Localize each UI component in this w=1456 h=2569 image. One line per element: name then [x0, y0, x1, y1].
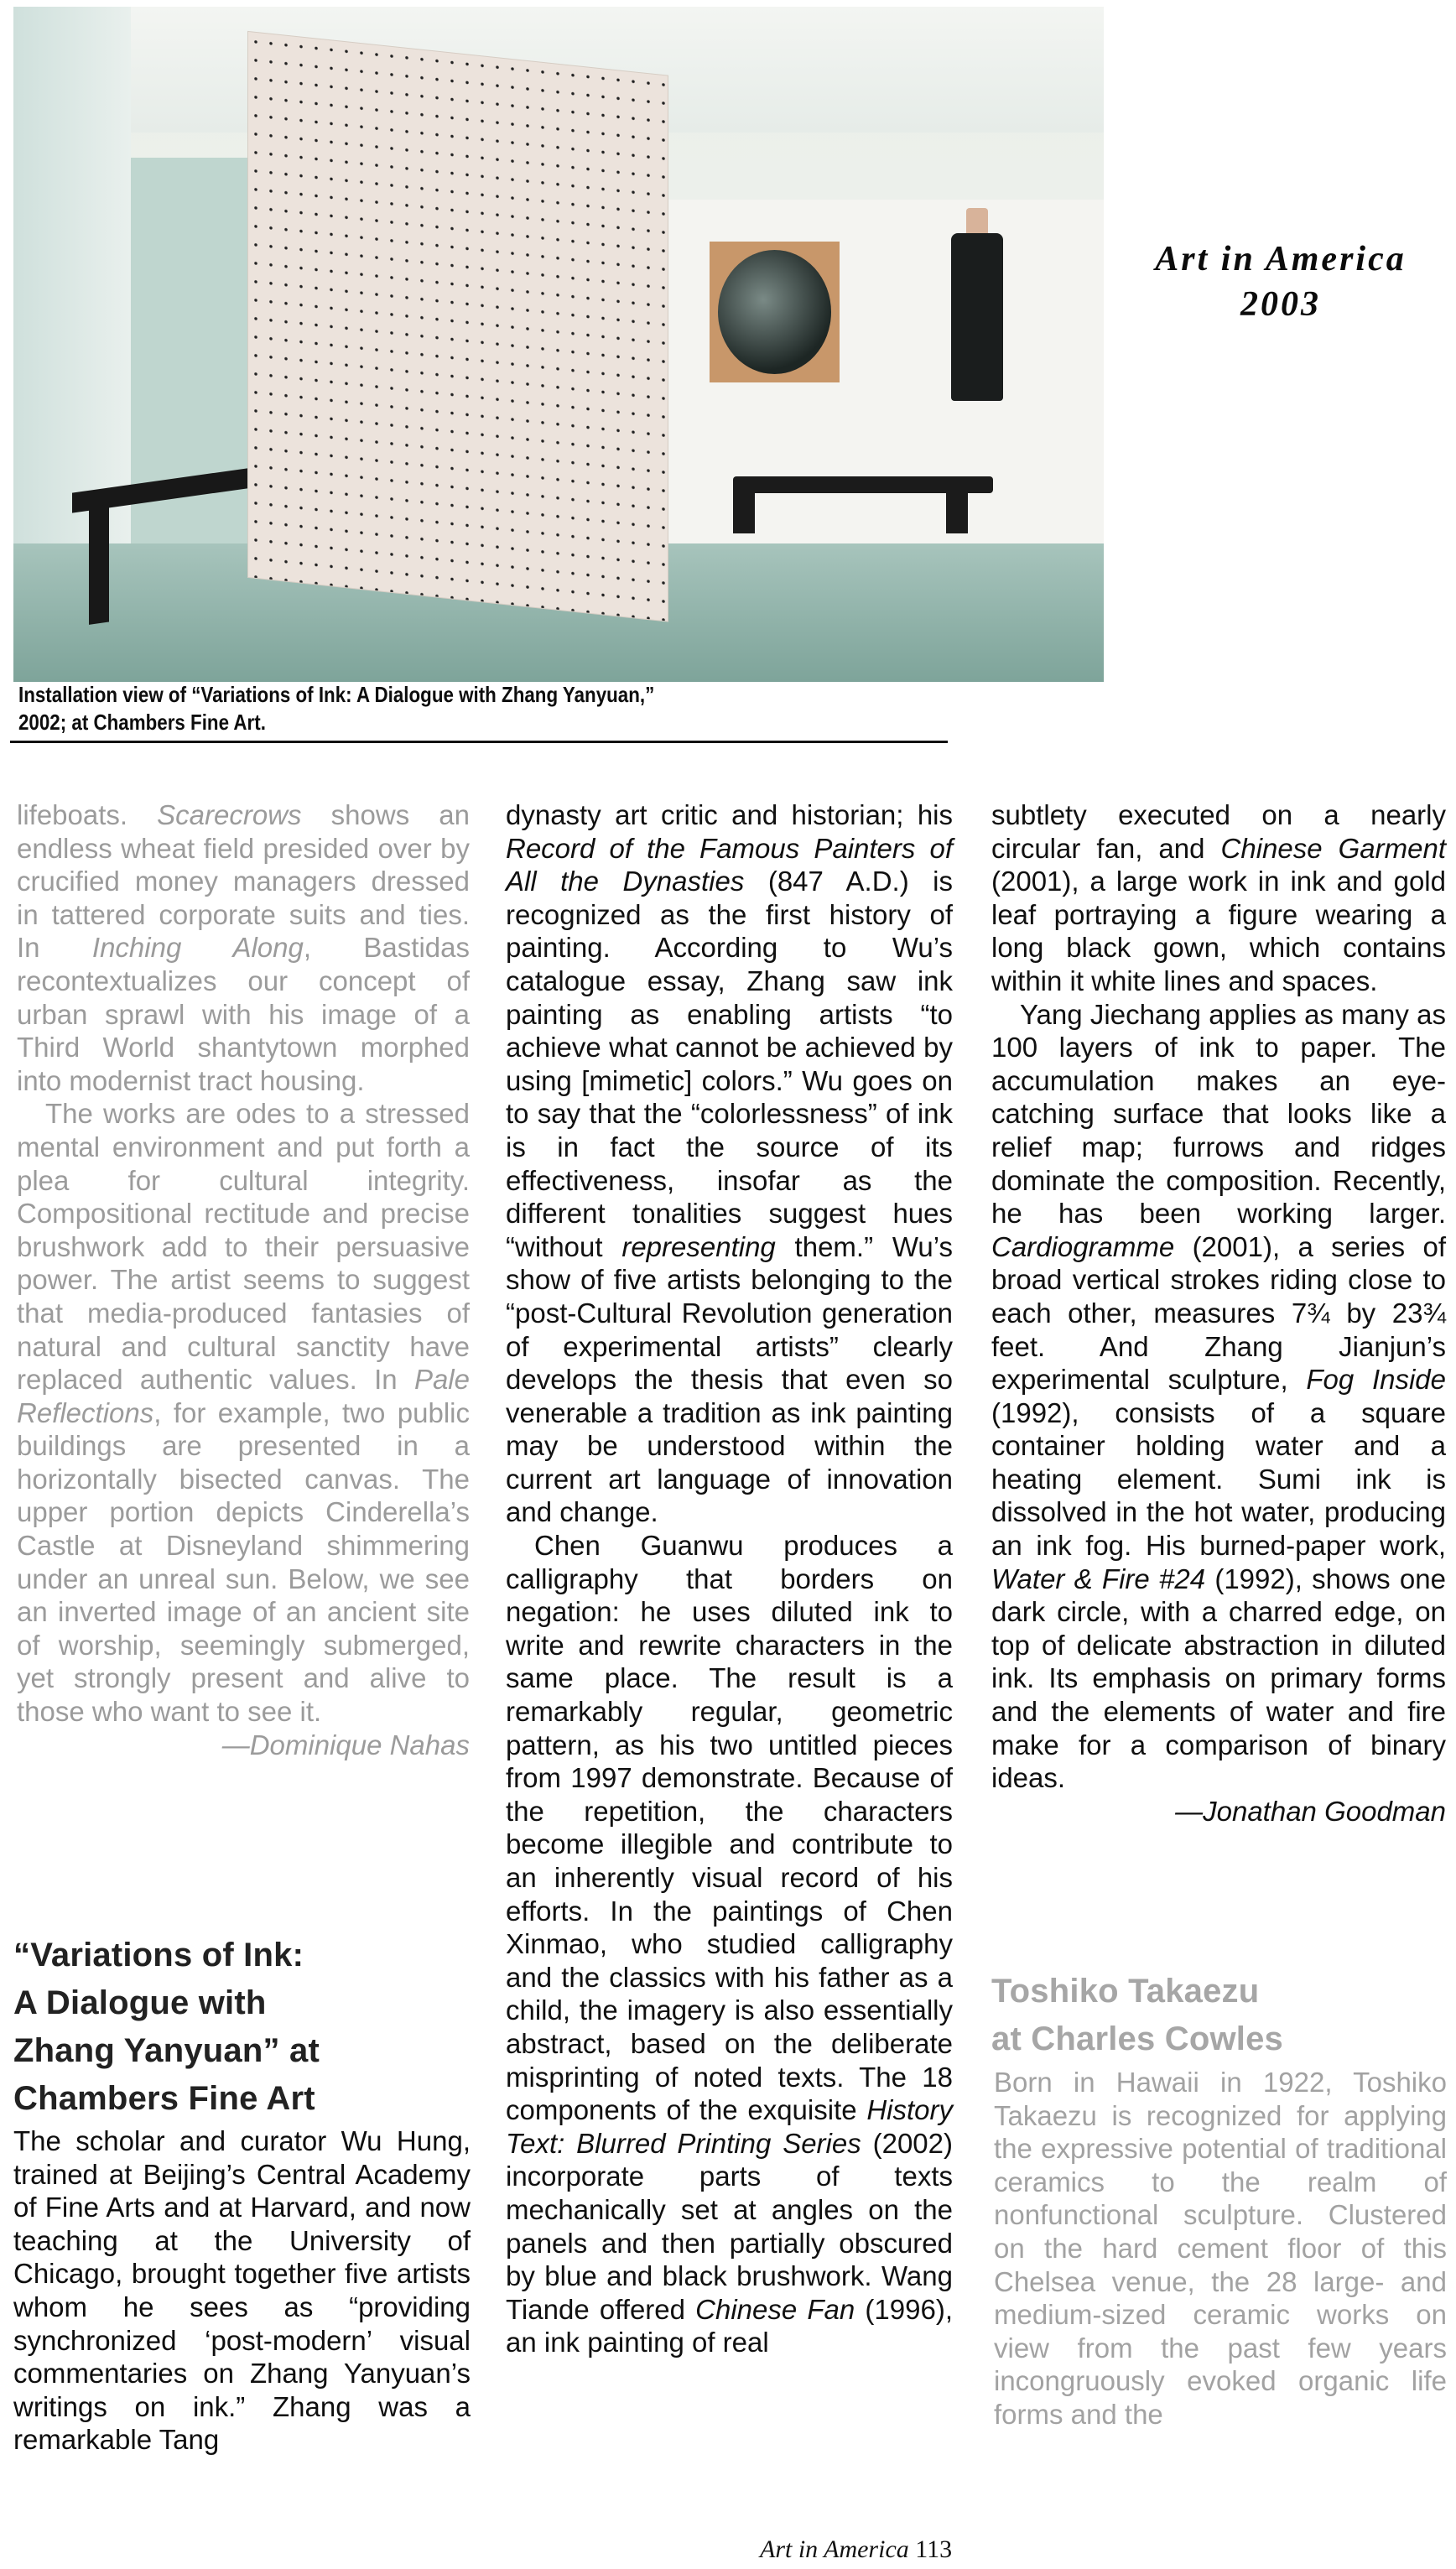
text-run: (1992), consists of a square container holding water and a heating element. Sumi ink is dissolved in the hot water, producing an ink fog. His burned-paper work, — [991, 1396, 1446, 1562]
heading-line: Zhang Yanyuan” at — [13, 2032, 320, 2069]
bench-right — [733, 476, 993, 493]
paragraph — [17, 1097, 470, 1728]
installation-view-photo — [13, 7, 1104, 682]
italic-title: Record of the Famous Painters of All the Dynasties — [506, 832, 953, 897]
heading-line: “Variations of Ink: — [13, 1937, 304, 1974]
review-takaezu-text: Born in Hawaii in 1922, Toshiko Takaezu is recognized for applying the expressive potential of traditional ceramics to the realm of nonfunctional sculpture. Clustered on the hard cement floor of this Chelsea venue, the 28 large- and medium-sized ceramic works on view from the past few years incongruously evoked organic life forms and the — [994, 2067, 1447, 2430]
byline: —Jonathan Goodman — [1175, 1795, 1446, 1827]
review-bastidas-end — [17, 798, 470, 1761]
byline: —Dominique Nahas — [221, 1729, 470, 1760]
italic-title: Cardiogramme — [991, 1230, 1175, 1262]
gallery-back-wall — [617, 200, 1104, 552]
text-run: shows an endless wheat field presided over by crucified money managers dressed in tattered corporate suits and ties. In — [17, 799, 470, 964]
text-run: Yang Jiechang applies as many as 100 layers of ink to paper. The accumulation makes an eye-catching surface that looks like a relief map; furrows and ridges dominate the composition. Recently, he has been working larger. — [991, 998, 1446, 1230]
review-variations-col2 — [506, 798, 953, 2359]
text-run: them.” Wu’s show of five artists belonging to the “post-Cultural Revolution generation of experimental artists” clearly develops the thesis that even so venerable a tradition as ink painting may be understood within the current art language of innovation and change. — [506, 1230, 953, 1528]
text-run: (847 A.D.) is recognized as the first history of painting. According to Wu’s catalogue essay, Zhang saw ink painting as enabling artists “to achieve what cannot be achieved by using [mimetic] colors.” Wu goes on to say that the “colorlessness” of ink is in fact the source of its effectiveness, insofar as the different tonalities suggest hues “without — [506, 866, 953, 1262]
italic-title: Pale Reflections — [17, 1364, 470, 1428]
paragraph — [991, 998, 1446, 1795]
photo-caption — [18, 681, 812, 736]
text-run: Chen Guanwu produces a calligraphy that borders on negation: he uses diluted ink to write and rewrite characters in the same place. The result is a remarkably regular, geometric pattern, as his two untitled pieces from 1997 demonstrate. Because of the repetition, the characters become illegible and contribute to an inherently visual record of his efforts. In the paintings of Chen Xinmao, who studied calligraphy and the classics with his father as a child, the imagery is also essentially abstract, based on the deliberate misprinting of noted texts. The 18 components of the exquisite — [506, 1530, 953, 2126]
italic-title: Fog Inside — [1306, 1364, 1447, 1396]
circular-ink-painting — [710, 242, 840, 382]
italic-title: Chinese Fan — [695, 2293, 855, 2325]
text-run: , for example, two public buildings are presented in a horizontally bisected canvas. The upper portion depicts Cinderella’s Castle at Disneyland shimmering under an unreal sun. Below, we see an inverted image of an ancient site of worship, seemingly submerged, yet strongly present and alive to those who want to see it. — [17, 1396, 470, 1728]
caption-line-1: Installation view of “Variations of Ink: A Dialogue with Zhang Yanyuan,” — [18, 682, 655, 707]
garment-figure-painting — [934, 208, 1018, 401]
page-footer — [760, 2535, 952, 2564]
caption-divider — [10, 741, 948, 743]
italic-title: Inching Along — [91, 932, 304, 964]
text-run: (2002) incorporate parts of texts mechanically set at angles on the panels and then partially obscured by blue and black brushwork. Wang Tiande offered — [506, 2127, 953, 2325]
text-run: lifeboats. — [17, 799, 158, 830]
heading-line: at Charles Cowles — [991, 2020, 1283, 2057]
figure-gown — [951, 233, 1003, 401]
review-variations-col3 — [991, 798, 1446, 1828]
italic-title: Water & Fire #24 — [991, 1563, 1206, 1594]
italic-title: History Text: Blurred Printing Series — [506, 2094, 953, 2159]
paragraph — [506, 1529, 953, 2359]
text-run: dynasty art critic and historian; his — [506, 799, 953, 830]
paragraph — [991, 798, 1446, 998]
masthead-title: Art in America — [1155, 240, 1407, 278]
italic-title: Chinese Garment — [1220, 832, 1446, 864]
text-run: (2001), a series of broad vertical strokes riding close to each other, measures 7¾ by 23¾ feet. And Zhang Jianjun’s experimental sculpture, — [991, 1230, 1446, 1396]
text-run: , Bastidas recontextualizes our concept of urban sprawl with his image of a Third World shantytown morphed into modernist tract housing. — [17, 932, 470, 1096]
review-heading-variations — [13, 1932, 483, 2123]
hanging-calligraphy-scroll — [248, 32, 668, 621]
heading-line: Chambers Fine Art — [13, 2080, 315, 2117]
review-heading-takaezu — [991, 1968, 1444, 2063]
heading-line: Toshiko Takaezu — [991, 1973, 1260, 2010]
text-run: (1992), shows one dark circle, with a charred edge, on top of delicate abstraction in diluted ink. Its emphasis on primary forms and the elements of water and fire make for a comparison of binary ideas. — [991, 1563, 1446, 1794]
caption-line-2: 2002; at Chambers Fine Art. — [18, 710, 266, 735]
heading-line: A Dialogue with — [13, 1984, 267, 2021]
footer-magazine: Art in America — [760, 2535, 909, 2563]
review-variations-col1: The scholar and curator Wu Hung, trained at Beijing’s Central Academy of Fine Arts and at Harvard, and now teaching at the University of Chicago, brought together five artists whom he sees as “providing synchronized ‘post-modern’ visual commentaries on Zhang Yanyuan’s writings on ink.” Zhang was a remarkable Tang — [13, 2125, 471, 2456]
text-run: (2001), a large work in ink and gold leaf portraying a figure wearing a long black gown, which contains within it white lines and spaces. — [991, 866, 1446, 996]
masthead-stamp — [1105, 237, 1456, 327]
text-run: subtlety executed on a nearly circular fan, and — [991, 799, 1446, 864]
text-run: (1996), an ink painting of real — [506, 2293, 953, 2358]
masthead-year: 2003 — [1240, 285, 1321, 324]
figure-head — [966, 208, 988, 237]
paragraph — [17, 798, 470, 1097]
paragraph — [506, 798, 953, 1529]
page-number: 113 — [915, 2535, 953, 2563]
italic-title: Scarecrows — [157, 799, 302, 830]
text-run: The works are odes to a stressed mental environment and put forth a plea for cultural integrity. Compositional rectitude and precise brushwork add to their persuasive power. The artist seems to suggest that media-produced fantasies of natural and cultural sanctity have replaced authentic values. In — [17, 1098, 470, 1396]
italic-title: representing — [621, 1230, 776, 1262]
